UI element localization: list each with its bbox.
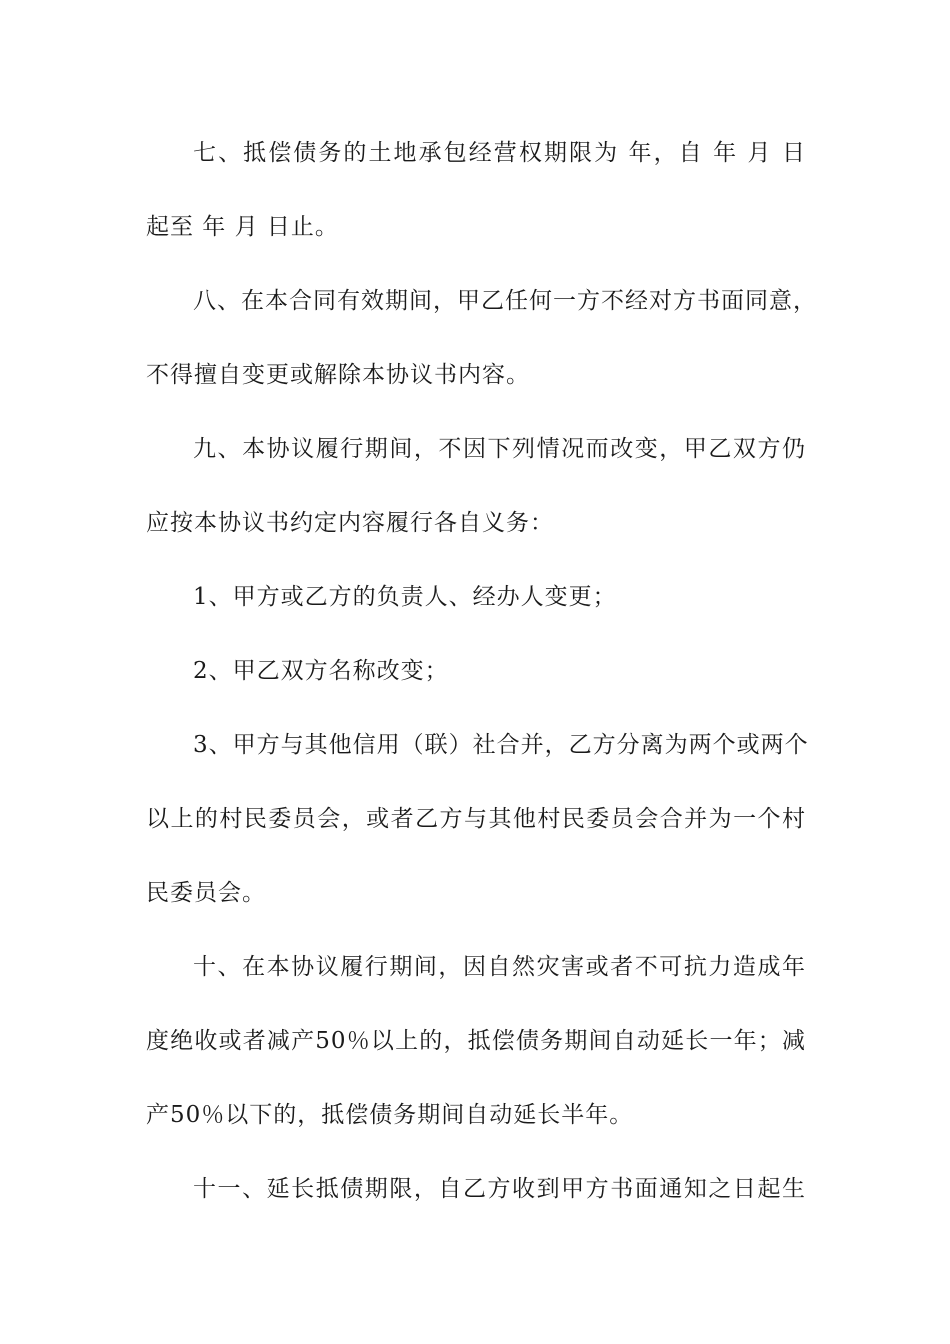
clause-8-line-1: 八、在本合同有效期间，甲乙任何一方不经对方书面同意，	[193, 288, 817, 314]
clause-9-item-3-line-3: 民委员会。	[146, 880, 266, 906]
clause-10-line-2: 度绝收或者减产50％以上的，抵偿债务期间自动延长一年；减	[146, 1028, 806, 1054]
clause-9-item-3-line-2: 以上的村民委员会，或者乙方与其他村民委员会合并为一个村	[146, 806, 806, 832]
clause-10-line-1: 十、在本协议履行期间，因自然灾害或者不可抗力造成年	[193, 954, 806, 980]
clause-11-line-1: 十一、延长抵债期限，自乙方收到甲方书面通知之日起生	[193, 1176, 806, 1202]
clause-9-item-2: 2、甲乙双方名称改变；	[193, 658, 449, 684]
clause-7-line-1: 七、抵偿债务的土地承包经营权期限为 年，自 年 月 日	[193, 140, 806, 166]
clause-9-line-1: 九、本协议履行期间，不因下列情况而改变，甲乙双方仍	[193, 436, 806, 462]
clause-9-line-2: 应按本协议书约定内容履行各自义务：	[146, 510, 554, 536]
clause-10-line-3: 产50％以下的，抵偿债务期间自动延长半年。	[146, 1102, 634, 1128]
clause-7-line-2: 起至 年 月 日止。	[146, 214, 339, 240]
clause-9-item-3-line-1: 3、甲方与其他信用（联）社合并，乙方分离为两个或两个	[193, 732, 809, 758]
clause-8-line-2: 不得擅自变更或解除本协议书内容。	[146, 362, 530, 388]
clause-9-item-1: 1、甲方或乙方的负责人、经办人变更；	[193, 584, 617, 610]
